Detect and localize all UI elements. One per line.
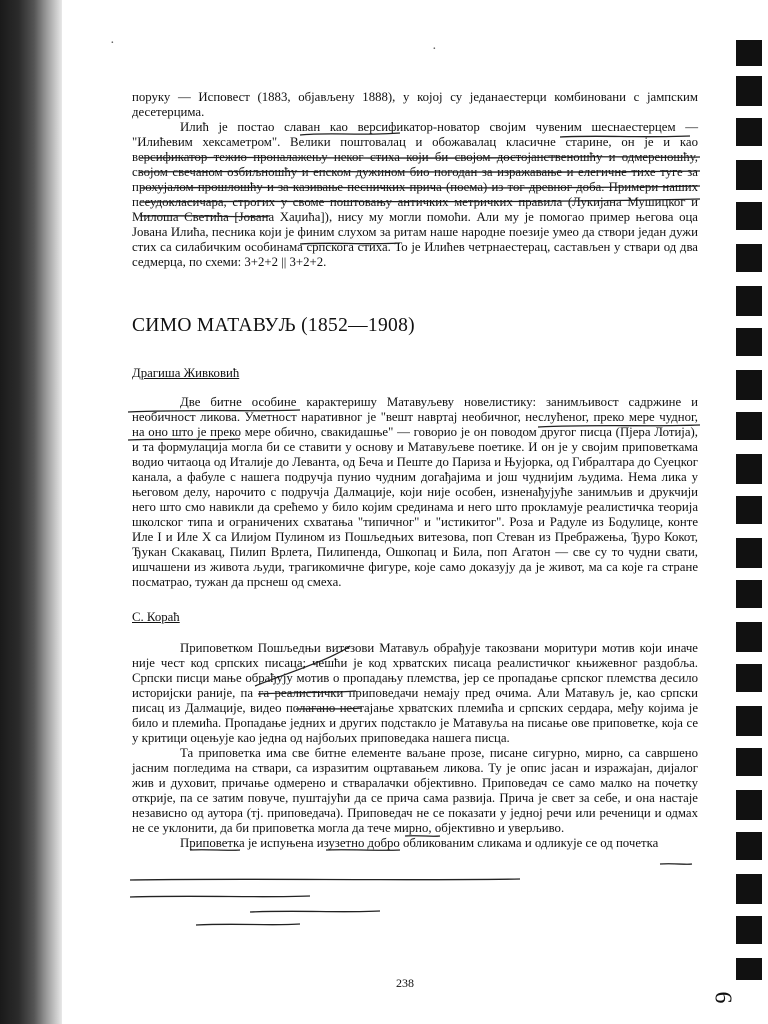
page-number: 238	[396, 976, 414, 990]
zivkovic-paragraph: Две битне особине карактеришу Матавуљеву новелистику: занимљивост садржине и необичност ликова. Уметност наративног је "вешт навртај необичног, неслућеног, преко мере чудног, на оно што је преко мере обично, свакидашње" — говорио је он поводом другог писца (Пјера Лотија), и та формулација могла би се ставити у основу и Матавуљеве поетике. И он је у својим приповеткама водио читаоца од Италије до Леванта, од Беча и Пеште до Париза и Њујорка, од Гибралтара до Суецког канала, а фабуле с нашега подручја пунио чудним догађајима и још чуднијим људима. Нема лика у његовом делу, нарочито с подручја Далмације, који није особен, изненађујуће занимљив и друкчији него што смо навикли да срећемо у било којим срединама и него што прокламује реалистичка теорија школског типа и ограничених схватања "типичног" и "истикитог". Роза и Радуле из Бодулице, конте Иле I и Иле X са Илијом Пулином из Пошљедњих витезова, поп Стеван из Пребражења, Ђуро Кокот, Ђукан Скакавац, Пилип Врлета, Пилипенда, Ошкопац и Била, поп Агатон — све су то чудни свати, ишчашени из живота људи, трагикомичне фигуре, које само доказују да је живот, ма са које га стране посматрао, тужан да прснеш од смеха.	[132, 395, 698, 589]
section-title: СИМО МАТАВУЉ (1852—1908)	[132, 315, 415, 336]
korac-paragraph-3: Приповетка је испуњена изузетно добро обликованим сликама и одликује се од почетка	[180, 836, 659, 850]
intro-paragraph: поруку — Исповест (1883, објављену 1888), у којој су једанаестерци комбиновани с јампским десетерцима.	[132, 90, 698, 119]
korac-paragraph-1: Приповетком Пошљедњи витезови Матавуљ обрађује такозвани моритури мотив који иначе није чест код српских писаца; чешћи је код хрватских писаца реалистичког књижевног раздобља. Српски писци мање обрађују мотив о пропадању племства, јер се пропадање српског племства десило историјски раније, па га реалистички приповедачи немају пред очима. Али Матавуљ је, као српски писац из Далмације, видео полагано нестајање хрватских племића и српских сердара, међу којима је било и племића. Пропадање једних и других подстакло је Матавуља на писање ове приповетке, која се у критици оцењује као једна од најбољих приповедака нашега писца.	[132, 641, 698, 745]
document-page	[132, 90, 698, 851]
scan-shadow-left	[0, 0, 62, 1024]
scan-binding-right	[728, 0, 768, 1024]
korac-paragraph-2: Та приповетка има све битне елементе ваљане прозе, писане сигурно, мирно, са савршено јасним погледима на ствари, са изразитим оцртавањем ликова. Ту је опис јасан и изражајан, дијалог жив и духовит, причање одмерено и стваралачки објективно. Приповедач се само малко на почетку открије, па се затим повуче, пуштајући да се прича сама развија. Прича је свет за себе, и она настаје независно од аутора (тј. приповедача). Приповедач не се показати у једној речи или реченици и одмах не се уклонити, да би приповетка могла да тече мирно, објективно и уверљиво.	[132, 746, 698, 835]
scan-speck: ·	[432, 42, 437, 57]
author-korac: С. Кораћ	[132, 610, 180, 624]
margin-number: 6	[709, 991, 736, 1004]
ilic-paragraph: Илић је постао славан као версификатор-новатор својим чувеним шеснаестерцем — "Илићевим хексаметром". Велики поштовалац и обожавалац класичне старине, он је и као версификатор тежио проналажењу неког стиха који би својом достојанственошћу и одмереношћу, својом свечаном озбиљношћу и епском дужином био погодан за изражавање и елегичне тихе туге за прохујалом прошлошћу и за казивање песничких прича (поема) из тог древног доба. Примери наших псеудокласичара, строгих у своме поштовању античких метричких правила (Лукијана Мушицког и Милоша Светића [Јована Хаџића]), нису му могли помоћи. Али му је помогао пример његова оца Јована Илића, песника који је финим слухом за ритам наше народне поезије умео да створи један дужи стих са силабичким особинама српскога стиха. То је Илићев четрнаестерац, састављен у ствари од два седмерца, по схеми: 3+2+2 || 3+2+2.	[132, 120, 698, 269]
author-zivkovic: Драгиша Живковић	[132, 366, 240, 380]
scan-speck: ·	[110, 36, 115, 51]
